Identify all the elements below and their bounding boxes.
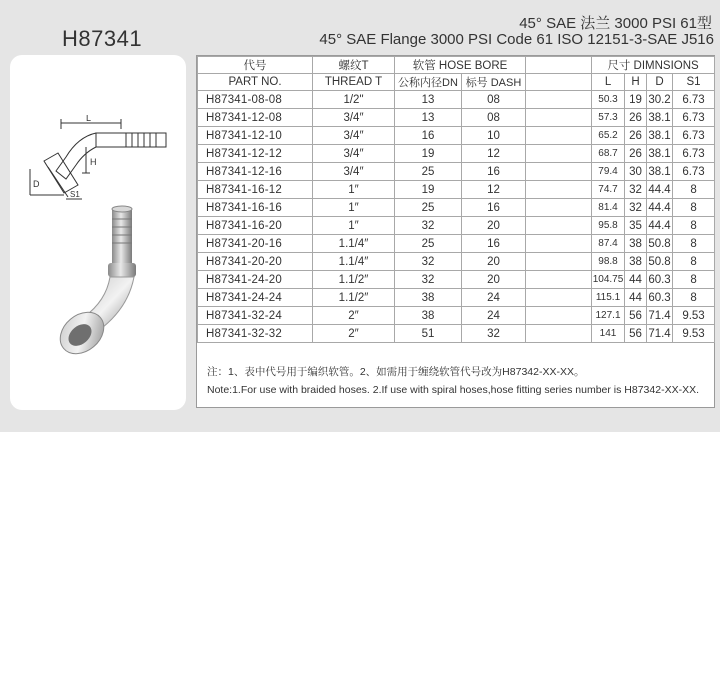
cell-h: 38 [625,253,647,271]
cell-dn: 32 [395,253,462,271]
cell-dash: 16 [462,235,526,253]
cell-l: 127.1 [592,307,625,325]
cell-blank [526,127,592,145]
cell-dash: 32 [462,325,526,343]
fitting-diagram [26,115,181,205]
header-dn: 公称内径DN [395,74,462,91]
cell-h: 32 [625,199,647,217]
fitting-photo [40,205,160,365]
table-row [198,163,715,181]
cell-s1: 8 [673,181,715,199]
cell-thread: 1″ [313,217,395,235]
cell-s1: 8 [673,271,715,289]
cell-part: H87341-24-20 [198,271,313,289]
cell-dn: 25 [395,199,462,217]
cell-l: 65.2 [592,127,625,145]
table-row [198,235,715,253]
cell-l: 57.3 [592,109,625,127]
part-title: H87341 [62,26,143,51]
cell-dash: 08 [462,91,526,109]
cell-blank [526,325,592,343]
cell-h: 35 [625,217,647,235]
diagram-label-h: H [90,157,97,167]
cell-dn: 25 [395,235,462,253]
cell-dash: 08 [462,109,526,127]
header-s1: S1 [673,74,715,91]
spec-rows [198,91,715,343]
cell-thread: 1″ [313,181,395,199]
cell-l: 115.1 [592,289,625,307]
cell-dn: 32 [395,217,462,235]
cell-part: H87341-32-32 [198,325,313,343]
cell-thread: 3/4″ [313,127,395,145]
cell-part: H87341-32-24 [198,307,313,325]
cell-h: 38 [625,235,647,253]
heading-cn: 45° SAE 法兰 3000 PSI 61型 [519,15,712,32]
cell-d: 38.1 [647,163,673,181]
notes [207,363,699,399]
cell-l: 95.8 [592,217,625,235]
cell-part: H87341-12-08 [198,109,313,127]
cell-dn: 38 [395,289,462,307]
cell-thread: 1.1/2″ [313,271,395,289]
cell-blank [526,199,592,217]
cell-h: 44 [625,271,647,289]
cell-dash: 16 [462,199,526,217]
cell-s1: 6.73 [673,109,715,127]
cell-s1: 8 [673,289,715,307]
header-dimensions: 尺寸 DIMNSIONS [592,57,715,74]
cell-h: 26 [625,145,647,163]
header-hose-bore: 软管 HOSE BORE [395,57,526,74]
cell-thread: 1.1/2″ [313,289,395,307]
cell-dn: 25 [395,163,462,181]
cell-h: 26 [625,127,647,145]
cell-dn: 19 [395,145,462,163]
cell-d: 44.4 [647,181,673,199]
cell-l: 87.4 [592,235,625,253]
cell-dn: 32 [395,271,462,289]
cell-l: 74.7 [592,181,625,199]
cell-blank [526,145,592,163]
cell-dash: 24 [462,289,526,307]
cell-part: H87341-12-10 [198,127,313,145]
cell-d: 38.1 [647,145,673,163]
cell-d: 38.1 [647,127,673,145]
cell-blank [526,271,592,289]
cell-d: 60.3 [647,289,673,307]
cell-l: 98.8 [592,253,625,271]
cell-blank [526,253,592,271]
cell-dn: 13 [395,91,462,109]
cell-dash: 12 [462,145,526,163]
header-part-en: PART NO. [198,74,313,91]
cell-s1: 8 [673,199,715,217]
cell-d: 71.4 [647,307,673,325]
header-thread-en: THREAD T [313,74,395,91]
cell-s1: 8 [673,253,715,271]
cell-l: 50.3 [592,91,625,109]
cell-h: 26 [625,109,647,127]
diagram-label-d: D [33,179,40,189]
cell-thread: 2″ [313,325,395,343]
table-row [198,325,715,343]
cell-thread: 3/4″ [313,109,395,127]
cell-dn: 16 [395,127,462,145]
cell-part: H87341-20-16 [198,235,313,253]
cell-dash: 10 [462,127,526,145]
cell-d: 60.3 [647,271,673,289]
cell-dash: 20 [462,253,526,271]
header-part-cn: 代号 [198,57,313,74]
cell-blank [526,181,592,199]
cell-thread: 1.1/4″ [313,253,395,271]
cell-dn: 19 [395,181,462,199]
table-row [198,217,715,235]
cell-part: H87341-20-20 [198,253,313,271]
table-row [198,127,715,145]
cell-thread: 3/4″ [313,163,395,181]
cell-l: 79.4 [592,163,625,181]
cell-s1: 8 [673,217,715,235]
cell-dn: 51 [395,325,462,343]
cell-h: 32 [625,181,647,199]
note-cn: 注：1、表中代号用于编织软管。2、如需用于缠绕软管代号改为H87342-XX-XX。 [207,366,585,378]
header-l: L [592,74,625,91]
cell-blank [526,289,592,307]
cell-s1: 6.73 [673,163,715,181]
cell-blank [526,109,592,127]
cell-s1: 6.73 [673,91,715,109]
spec-table-container [196,55,715,408]
cell-l: 81.4 [592,199,625,217]
cell-dash: 20 [462,217,526,235]
cell-blank [526,235,592,253]
cell-thread: 1.1/4″ [313,235,395,253]
cell-blank [526,307,592,325]
cell-thread: 1/2" [313,91,395,109]
cell-l: 104.75 [592,271,625,289]
cell-d: 44.4 [647,199,673,217]
table-row [198,199,715,217]
cell-d: 50.8 [647,235,673,253]
spec-table [197,56,715,343]
cell-h: 44 [625,289,647,307]
table-row [198,91,715,109]
cell-d: 38.1 [647,109,673,127]
cell-thread: 1″ [313,199,395,217]
cell-dash: 24 [462,307,526,325]
header-thread-cn: 螺纹T [313,57,395,74]
cell-l: 68.7 [592,145,625,163]
cell-l: 141 [592,325,625,343]
cell-s1: 8 [673,235,715,253]
cell-part: H87341-16-20 [198,217,313,235]
table-row [198,271,715,289]
cell-d: 30.2 [647,91,673,109]
cell-h: 56 [625,325,647,343]
cell-s1: 6.73 [673,145,715,163]
cell-part: H87341-12-16 [198,163,313,181]
cell-part: H87341-16-12 [198,181,313,199]
cell-d: 44.4 [647,217,673,235]
cell-blank [526,217,592,235]
cell-h: 56 [625,307,647,325]
cell-thread: 2″ [313,307,395,325]
table-row [198,253,715,271]
cell-s1: 6.73 [673,127,715,145]
diagram-label-l: L [86,115,92,123]
cell-dash: 16 [462,163,526,181]
cell-blank [526,163,592,181]
table-row [198,109,715,127]
cell-s1: 9.53 [673,307,715,325]
diagram-label-s1: S1 [70,190,80,199]
cell-blank [526,91,592,109]
cell-part: H87341-24-24 [198,289,313,307]
cell-part: H87341-08-08 [198,91,313,109]
header-dash: 标号 DASH [462,74,526,91]
cell-dn: 13 [395,109,462,127]
table-row [198,289,715,307]
header-h: H [625,74,647,91]
note-en: Note:1.For use with braided hoses. 2.If use with spiral hoses,hose fitting series number is H87342-XX-XX. [207,384,699,396]
header-blank [526,57,592,74]
cell-h: 30 [625,163,647,181]
product-image-card [10,55,186,410]
header-d: D [647,74,673,91]
cell-thread: 3/4″ [313,145,395,163]
table-row [198,145,715,163]
cell-h: 19 [625,91,647,109]
header-blank-2 [526,74,592,91]
heading-en: 45° SAE Flange 3000 PSI Code 61 ISO 12151-3-SAE J516 [319,31,714,48]
cell-part: H87341-16-16 [198,199,313,217]
cell-d: 71.4 [647,325,673,343]
cell-dash: 20 [462,271,526,289]
cell-dn: 38 [395,307,462,325]
cell-part: H87341-12-12 [198,145,313,163]
table-row [198,181,715,199]
cell-s1: 9.53 [673,325,715,343]
cell-dash: 12 [462,181,526,199]
table-row [198,307,715,325]
cell-d: 50.8 [647,253,673,271]
